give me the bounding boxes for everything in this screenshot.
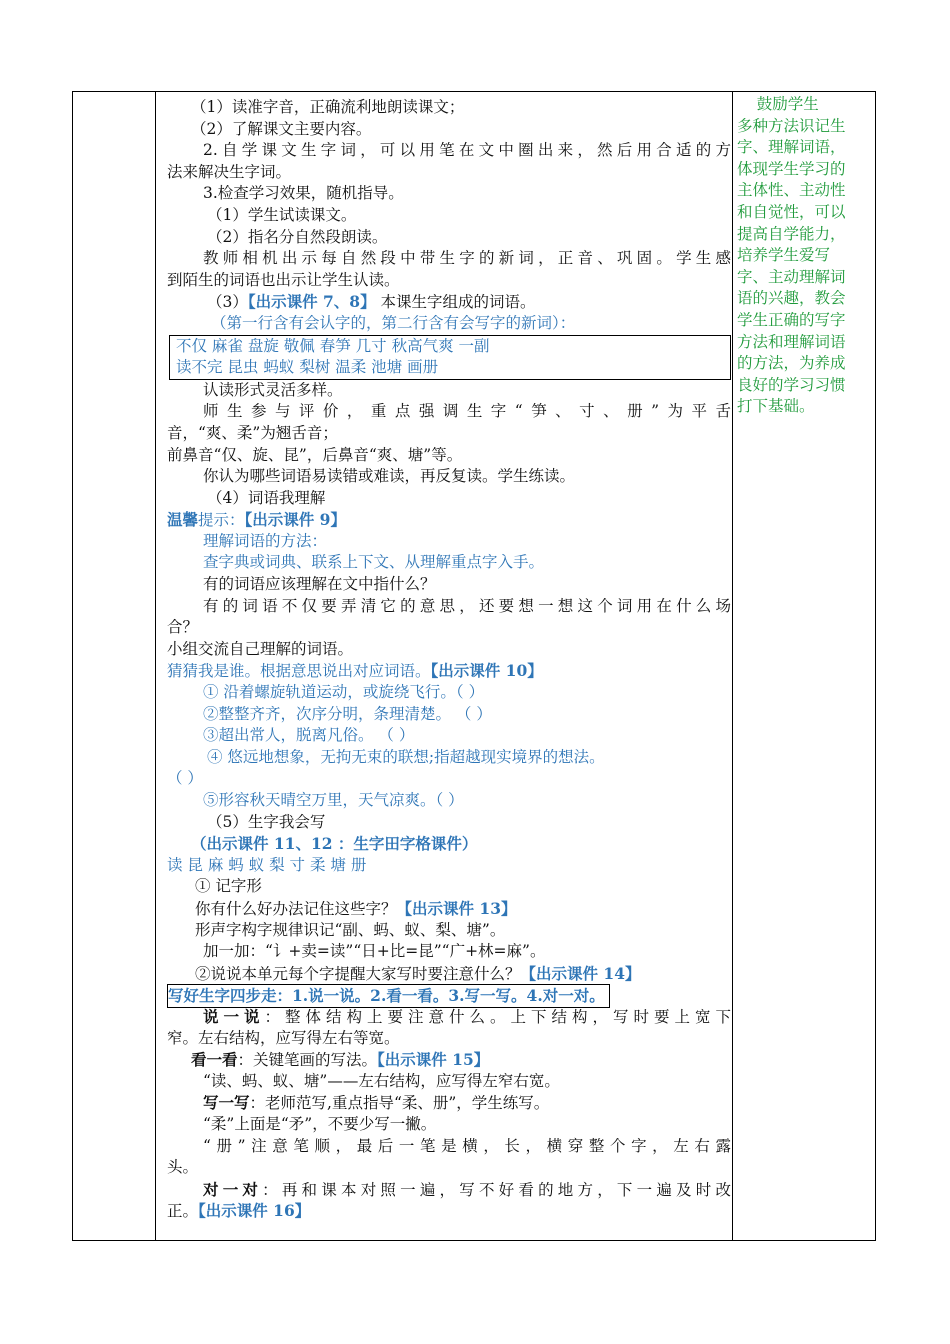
column-divider <box>732 92 733 1240</box>
text-line: 前鼻音“仅、旋、昆”，后鼻音“爽、塘”等。 <box>167 445 463 464</box>
note-line: 学生正确的写字 <box>737 310 846 329</box>
text-line <box>167 660 731 682</box>
note-line: 打下基础。 <box>737 397 815 416</box>
text: 看一看 <box>191 1050 238 1070</box>
text-line: 师生参与评价，重点强调生字“笋、寸、册”为平舌 <box>203 402 731 421</box>
text-line: （第一行含有会认字的，第二行含有会写字的新词）： <box>211 313 576 332</box>
lesson-content <box>167 97 731 1222</box>
text-line: 2.自学课文生字词，可以用笔在文中圈出来，然后用合适的方 <box>203 141 731 160</box>
courseware-tag: 【出示课件 13】 <box>396 898 517 918</box>
note-line: 的方法，为养成 <box>737 354 846 373</box>
text: 正。 <box>167 1202 199 1221</box>
text-line: “读、蚂、蚁、塘”——左右结构，应写得左窄右宽。 <box>203 1071 560 1090</box>
text-line: 教师相机出示每自然段中带生字的新词，正音、巩固。学生感 <box>203 249 731 268</box>
text: 猜猜我是谁。根据意思说出对应词语。 <box>167 662 431 681</box>
text-line: 读 昆 麻 蚂 蚁 梨 寸 柔 塘 册 <box>167 855 367 874</box>
text-line: 加一加：“讠+卖=读”“日+比=昆”“广+林=麻”。 <box>203 942 546 961</box>
question-item: ① 沿着螺旋轨道运动，或旋绕飞行。（ ） <box>203 683 485 702</box>
text-line <box>167 1179 731 1201</box>
text-line: 到陌生的词语也出示让学生认读。 <box>167 270 400 289</box>
text: 温馨 <box>167 510 199 530</box>
text-line <box>167 291 731 313</box>
steps-box: 写好生字四步走：1.说一说。2.看一看。3.写一写。4.对一对。 <box>167 984 610 1008</box>
text-line: （5）生字我会写 <box>207 812 326 831</box>
text-line: 小组交流自己理解的词语。 <box>167 639 354 658</box>
note-line: 体现学生学习的 <box>737 159 846 178</box>
text-line: 认读形式灵活多样。 <box>203 380 343 399</box>
text-line: 有的词语应该理解在文中指什么？ <box>203 575 436 594</box>
question-item: ②整整齐齐，次序分明，条理清楚。 （ ） <box>203 704 492 723</box>
courseware-tag: 【出示课件 14】 <box>520 963 641 983</box>
text-line: （出示课件 11、12 ：生字田字格课件） <box>191 834 478 854</box>
text-line: 查字典或词典、联系上下文、从理解重点字入手。 <box>203 553 545 572</box>
word-box <box>169 335 731 380</box>
note-line: 主体性、主动性 <box>737 181 846 200</box>
text: ：再和课本对照一遍，写不好看的地方，下一遍及时改 <box>262 1180 731 1199</box>
text-line <box>167 984 731 1006</box>
text-line: 有的词语不仅要弄清它的意思，还要想一想这个词用在什么场 <box>203 596 731 615</box>
text-line: 头。 <box>167 1158 199 1177</box>
text-line: 音，“爽、柔”为翘舌音； <box>167 423 338 442</box>
text-line: “册”注意笔顺，最后一笔是横，长，横穿整个字，左右露 <box>203 1136 731 1155</box>
question-item: ④ 悠远地想象，无拘无束的联想;指超越现实境界的想法。 <box>207 747 605 766</box>
text: ：整体结构上要注意什么。上下结构，写时要上宽下 <box>264 1007 731 1026</box>
text-line <box>167 1006 731 1028</box>
text-line: （1）学生试读课文。 <box>207 205 357 224</box>
text: 提示： <box>198 511 245 530</box>
text: 本课生字组成的词语。 <box>375 293 536 312</box>
text-line: （4）词语我理解 <box>207 488 326 507</box>
text-line <box>167 1092 731 1114</box>
note-line: 培养学生爱写 <box>737 246 831 265</box>
note-line: 多种方法识记生 <box>737 116 846 135</box>
courseware-tag: 【出示课件 15】 <box>377 1050 490 1070</box>
text: ：关键笔画的写法。 <box>237 1051 378 1070</box>
text: ②说说本单元每个字提醒大家写时要注意什么？ <box>195 964 521 983</box>
text: （3） <box>207 293 248 312</box>
note-line: 方法和理解词语 <box>737 332 846 351</box>
design-note <box>737 94 877 418</box>
text: 对一对 <box>203 1179 263 1199</box>
text: 你有什么好办法记住这些字？ <box>195 899 397 918</box>
note-line: 语的兴趣，教会 <box>737 289 846 308</box>
note-line: 鼓励学生 <box>737 95 819 113</box>
note-line: 良好的学习习惯 <box>737 375 846 394</box>
note-line: 字、主动理解词 <box>737 267 846 286</box>
text: 写一写 <box>203 1093 250 1113</box>
note-line: 和自觉性，可以 <box>737 202 846 221</box>
courseware-tag: 【出示课件 9】 <box>244 510 346 530</box>
note-line: 提高自学能力， <box>737 224 846 243</box>
question-item: （ ） <box>167 769 203 788</box>
text-line <box>167 898 731 920</box>
text-line: ① 记字形 <box>195 877 262 896</box>
text-line: （2）了解课文主要内容。 <box>191 119 372 138</box>
text-line: 合？ <box>167 618 199 637</box>
text-line: （2）指名分自然段朗读。 <box>207 227 388 246</box>
note-line: 字、理解词语， <box>737 138 846 157</box>
courseware-tag: 【出示课件 16】 <box>198 1201 311 1221</box>
text-line <box>167 1200 731 1222</box>
text-line: 法来解决生字词。 <box>167 162 292 181</box>
text-line: 理解词语的方法： <box>203 531 328 550</box>
text-line: 窄。左右结构，应写得左右等宽。 <box>167 1028 400 1047</box>
text: 说一说 <box>203 1006 265 1026</box>
text-line <box>167 509 731 531</box>
question-item: ⑤形容秋天晴空万里，天气凉爽。（ ） <box>203 791 464 809</box>
courseware-tag: 【出示课件 10】 <box>430 661 543 681</box>
text-line: 形声字构字规律识记“副、蚂、蚁、梨、塘”。 <box>195 920 506 939</box>
lesson-table <box>72 91 876 1241</box>
column-divider <box>155 92 156 1240</box>
text-line: “柔”上面是“矛”，不要少写一撇。 <box>203 1114 437 1133</box>
text-line: 3.检查学习效果，随机指导。 <box>203 184 404 203</box>
courseware-tag: 【出示课件 7、8】 <box>247 292 376 312</box>
text-line: （1）读准字音，正确流利地朗读课文； <box>191 98 465 116</box>
word-row: 不仅 麻雀 盘旋 敬佩 春笋 几寸 秋高气爽 一副 <box>176 336 490 355</box>
text-line: 你认为哪些词语易读错或难读，再反复读。学生练读。 <box>203 467 576 486</box>
text: ：老师范写,重点指导“柔、册”，学生练写。 <box>249 1094 550 1113</box>
text-line <box>167 963 731 985</box>
text-line <box>167 1049 731 1071</box>
question-item: ③超出常人，脱离凡俗。 （ ） <box>203 726 415 745</box>
word-row: 读不完 昆虫 蚂蚁 梨树 温柔 池塘 画册 <box>176 358 439 377</box>
